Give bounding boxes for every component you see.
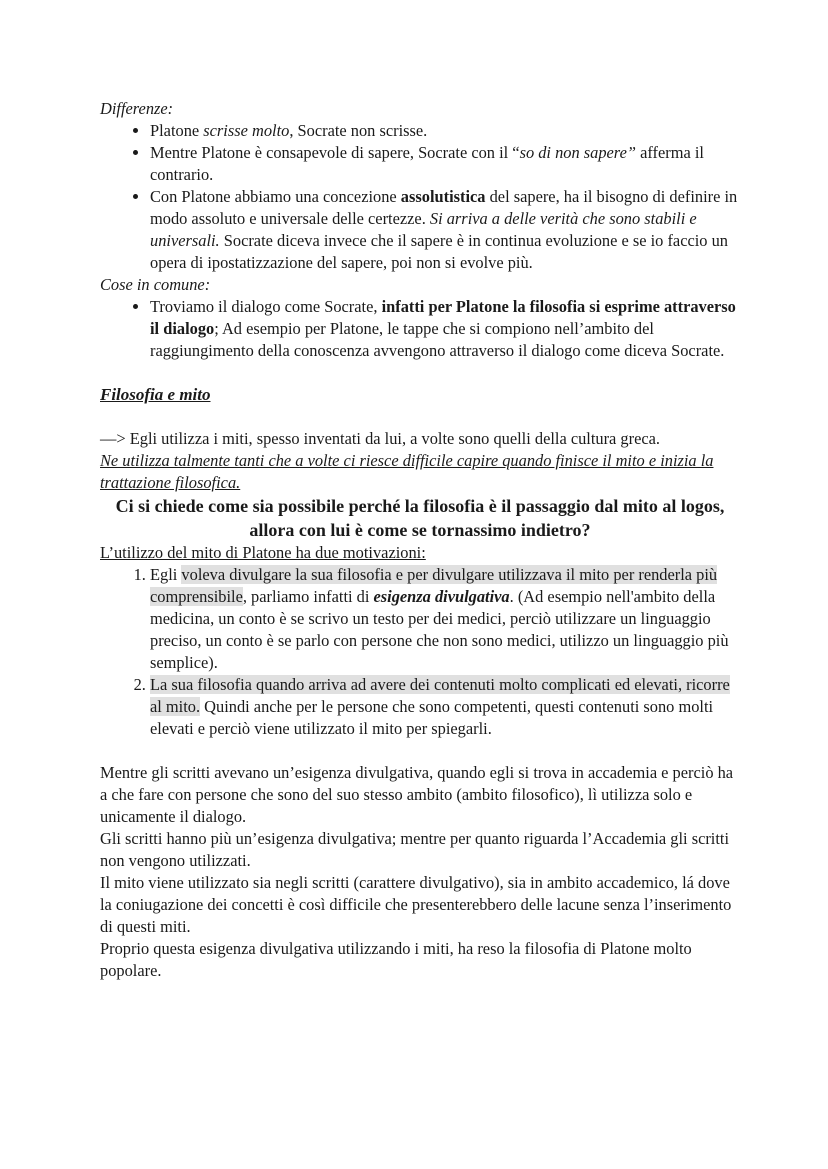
common-label: Cose in comune:: [100, 275, 211, 294]
differences-list: [100, 120, 740, 274]
highlighted-text: voleva divulgare la sua filosofia e per divulgare utilizzava il mito per renderla più comprensibile: [150, 565, 718, 606]
highlighted-text: La sua filosofia quando arriva ad avere dei contenuti molto complicati ed elevati, ricorre al mito.: [150, 675, 730, 716]
document-body: [100, 98, 740, 982]
list-item: • Mentre Platone è consapevole di sapere, Socrate con il “so di non sapere” afferma il contrario.: [150, 142, 740, 186]
motivations-list: [100, 564, 740, 740]
list-item: • Platone scrisse molto, Socrate non scrisse.: [150, 120, 740, 142]
list-item: • Con Platone abbiamo una concezione assolutistica del sapere, ha il bisogno di definire in modo assoluto e universale delle certezze. Si arriva a delle verità che sono stabili e universali. Socrate diceva invece che il sapere è in continua evoluzione e se io faccio un opera di ipostatizzazione del sapere, poi non si evolve più.: [150, 186, 740, 274]
paragraph: Proprio questa esigenza divulgativa utilizzando i miti, ha reso la filosofia di Platone molto popolare.: [100, 939, 692, 980]
paragraph: Mentre gli scritti avevano un’esigenza divulgativa, quando egli si trova in accademia e perciò ha a che fare con persone che sono del suo stesso ambito (ambito filosofico), lì utilizza solo e unicamente il dialogo.: [100, 763, 734, 826]
differences-label: Differenze:: [100, 99, 174, 118]
list-item: • Troviamo il dialogo come Socrate, infatti per Platone la filosofia si esprime attraverso il dialogo; Ad esempio per Platone, le tappe che si compiono nell’ambito del raggiungimento della conoscenza avvengono attraverso il dialogo come diceva Socrate.: [150, 296, 740, 362]
italic-underlined-note: Ne utilizza talmente tanti che a volte ci riesce difficile capire quando finisce il mito e inizia la trattazione filosofica.: [100, 451, 714, 492]
intro-paragraph: —> Egli utilizza i miti, spesso inventati da lui, a volte sono quelli della cultura greca.: [100, 429, 661, 448]
bold-question: Ci si chiede come sia possibile perché la filosofia è il passaggio dal mito al logos, allora con lui è come se tornassimo indietro?: [115, 496, 725, 540]
paragraph: Gli scritti hanno più un’esigenza divulgativa; mentre per quanto riguarda l’Accademia gli scritti non vengono utilizzati.: [100, 829, 730, 870]
common-list: [100, 296, 740, 362]
paragraph: Il mito viene utilizzato sia negli scritti (carattere divulgativo), sia in ambito accademico, lá dove la coniugazione dei concetti è così difficile che presenterebbero delle lacune senza l’inserimento di questi miti.: [100, 873, 732, 936]
list-item: 1. Egli voleva divulgare la sua filosofia e per divulgare utilizzava il mito per renderla più comprensibile, parliamo infatti di esigenza divulgativa. (Ad esempio nell'ambito della medicina, un conto è se scrivo un testo per dei medici, perciò utilizzare un linguaggio preciso, un conto è se parlo con persone che non sono medici, utilizzo un linguaggio più semplice).: [150, 564, 740, 674]
motivations-intro: L’utilizzo del mito di Platone ha due motivazioni:: [100, 543, 426, 562]
list-item: 2. La sua filosofia quando arriva ad avere dei contenuti molto complicati ed elevati, ricorre al mito. Quindi anche per le persone che sono competenti, questi contenuti sono molti elevati e perciò viene utilizzato il mito per spiegarli.: [150, 674, 740, 740]
section-heading: Filosofia e mito: [100, 385, 211, 404]
